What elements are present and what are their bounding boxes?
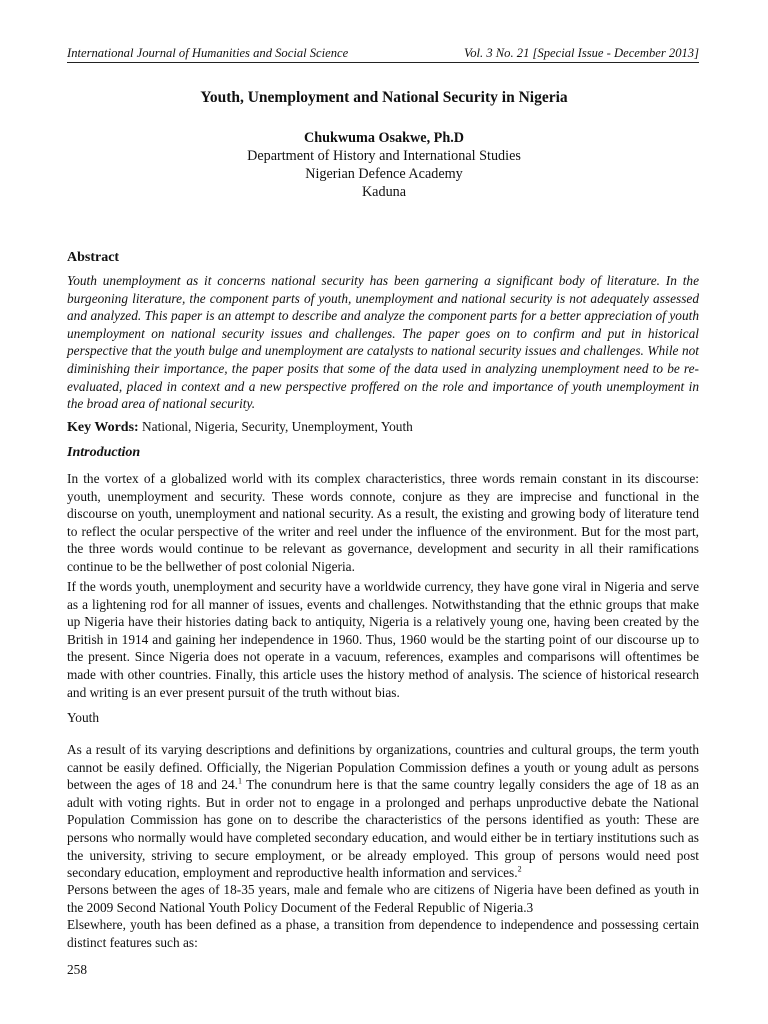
youth-heading: Youth (67, 710, 100, 725)
journal-name: International Journal of Humanities and Social Science (67, 46, 349, 60)
keywords-label: Key Words: (67, 420, 139, 435)
keywords-value: National, Nigeria, Security, Unemployment, Youth (142, 419, 413, 434)
author-institution: Nigerian Defence Academy (305, 166, 463, 182)
youth-paragraph-3: Elsewhere, youth has been defined as a phase, a transition from dependence to independence and possessing certain distinct features such as: (67, 917, 699, 950)
introduction-paragraph-2: If the words youth, unemployment and security have a worldwide currency, they have gone viral in Nigeria and serve as a lightening rod for all manner of issues, events and challenges. Notwithstanding that the ethnic groups that make up Nigeria have their histories dating back to antiquity, Nigeria is a relatively young one, having been created by the British in 1914 and gaining her independence in 1960. Thus, 1960 would be the starting point of our discourse up to the present. Since Nigeria does not operate in a vacuum, references, examples and comparisons will oftentimes be made with other countries. Finally, this article uses the history method of analysis. The science of historical research and writing is an ever present pursuit of the truth without bias. (67, 579, 699, 700)
running-header (67, 46, 699, 63)
introduction-heading: Introduction (67, 445, 141, 460)
youth-paragraph-1-part-b: The conundrum here is that the same country legally considers the age of 18 as an adult with voting rights. But in order not to engage in a prolonged and perhaps unproductive debate the National Population Commission has gone on to describe the characteristics of the persons identified as youth: These are persons who normally would have completed secondary education, and would either be in tertiary institutions such as the university, striving to secure employment, or be already employed. This group of persons would need post secondary education, employment and reproductive health information and services. (67, 777, 699, 881)
footnote-ref-2[interactable]: 2 (517, 864, 522, 874)
footnote-ref-1[interactable]: 1 (238, 776, 242, 786)
youth-paragraph-2: Persons between the ages of 18-35 years, male and female who are citizens of Nigeria have been defined as youth in the 2009 Second National Youth Policy Document of the Federal Republic of Nigeria.3 (67, 882, 699, 915)
abstract-heading: Abstract (67, 250, 120, 265)
keywords (67, 419, 699, 436)
introduction-paragraph-1: In the vortex of a globalized world with its complex characteristics, three words remain constant in its discourse: youth, unemployment and security. These words connote, conjure as they are imprecise and functional in the discourse on youth, unemployment and national security. As a result, the existing and growing body of literature tend to reflect the ocular perspective of the writer and reel under the influence of the environment. But for the most part, the three words would continue to be relevant as governance, development and security in all their ramifications continue to be the bellwether of post colonial Nigeria. (67, 471, 699, 574)
youth-paragraph-1 (67, 741, 699, 882)
author-block (0, 129, 768, 201)
youth-paragraph-1-part-a: As a result of its varying descriptions and definitions by organizations, countries and cultural groups, the term youth cannot be easily defined. Officially, the Nigerian Population Commission defines a youth or young adult as persons between the ages of 18 and 24. (67, 742, 699, 793)
paper-title: Youth, Unemployment and National Security in Nigeria (200, 89, 568, 106)
page-number: 258 (67, 962, 88, 977)
abstract-text: Youth unemployment as it concerns national security has been garnering a significant body of literature. In the burgeoning literature, the component parts of youth, unemployment and national security is not adequately assessed and analyzed. This paper is an attempt to describe and analyze the component parts for a better appreciation of youth unemployment on national security issues and challenges. The paper goes on to confirm and put in historical perspective that the youth bulge and unemployment are catalysts to national security issues and challenges. While not diminishing their importance, the paper posits that some of the data used in analyzing unemployment need to be re-evaluated, placed in context and a new perspective proffered on the role and importance of youth unemployment in the broad area of national security. (67, 273, 699, 412)
author-name: Chukwuma Osakwe, Ph.D (303, 130, 465, 146)
author-department: Department of History and International Studies (247, 148, 521, 164)
issue-info: Vol. 3 No. 21 [Special Issue - December 2013] (463, 46, 699, 60)
author-city: Kaduna (361, 184, 407, 200)
